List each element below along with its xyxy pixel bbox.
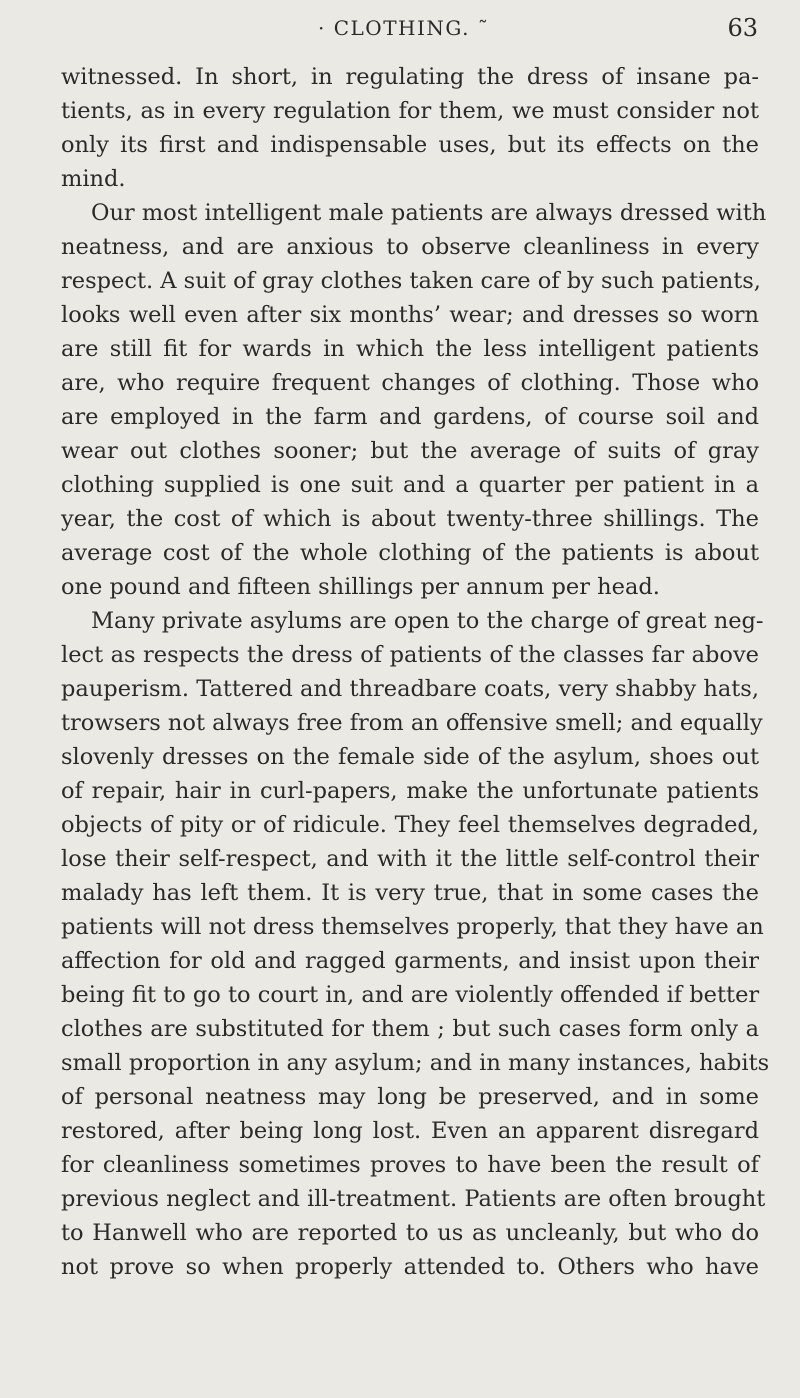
text-line: trowsers not always free from an offensive smell; and equally [61, 710, 763, 736]
running-title: · CLOTHING. ˜ [318, 16, 490, 40]
text-line: only its first and indispensable uses, but its effects on the [61, 132, 759, 158]
text-line: year, the cost of which is about twenty-three shillings. The [61, 506, 759, 532]
text-line: are still fit for wards in which the less intelligent patients [61, 336, 759, 362]
text-line: respect. A suit of gray clothes taken care of by such patients, [61, 268, 761, 294]
text-line: looks well even after six months’ wear; and dresses so worn [61, 302, 759, 328]
text-line: lect as respects the dress of patients of the classes far above [61, 642, 759, 668]
text-line: witnessed. In short, in regulating the dress of insane pa- [61, 64, 759, 90]
text-line: of personal neatness may long be preserved, and in some [61, 1084, 759, 1110]
text-line: affection for old and ragged garments, and insist upon their [61, 948, 759, 974]
text-line: tients, as in every regulation for them, we must consider not [61, 98, 759, 124]
text-line: slovenly dresses on the female side of the asylum, shoes out [61, 744, 759, 770]
text-line: objects of pity or of ridicule. They feel themselves degraded, [61, 812, 759, 838]
text-line: previous neglect and ill-treatment. Patients are often brought [61, 1186, 766, 1212]
text-line: being fit to go to court in, and are violently offended if better [61, 982, 760, 1008]
body-text [61, 60, 770, 1284]
text-line: average cost of the whole clothing of the patients is about [61, 540, 759, 566]
text-line: malady has left them. It is very true, that in some cases the [61, 880, 759, 906]
text-line: Our most intelligent male patients are always dressed with [91, 200, 767, 226]
text-line: pauperism. Tattered and threadbare coats, very shabby hats, [61, 676, 759, 702]
text-line: to Hanwell who are reported to us as uncleanly, but who do [61, 1220, 759, 1246]
text-line: lose their self-respect, and with it the little self-control their [61, 846, 759, 872]
text-line: are, who require frequent changes of clothing. Those who [61, 370, 759, 396]
text-line: of repair, hair in curl-papers, make the unfortunate patients [61, 778, 759, 804]
text-line: are employed in the farm and gardens, of course soil and [61, 404, 759, 430]
text-line: not prove so when properly attended to. Others who have [61, 1254, 759, 1280]
text-line: neatness, and are anxious to observe cleanliness in every [61, 234, 759, 260]
text-line: wear out clothes sooner; but the average of suits of gray [61, 438, 759, 464]
text-line: small proportion in any asylum; and in many instances, habits [61, 1050, 770, 1076]
page-number: 63 [727, 14, 758, 42]
running-head [318, 12, 758, 46]
text-line: one pound and fifteen shillings per annum per head. [61, 574, 660, 600]
text-line: restored, after being long lost. Even an apparent disregard [61, 1118, 759, 1144]
text-line: clothing supplied is one suit and a quarter per patient in a [61, 472, 759, 498]
text-line: patients will not dress themselves properly, that they have an [61, 914, 764, 940]
text-line: mind. [61, 166, 126, 192]
text-line: Many private asylums are open to the charge of great neg- [91, 608, 764, 634]
text-line: for cleanliness sometimes proves to have been the result of [61, 1152, 759, 1178]
text-line: clothes are substituted for them ; but such cases form only a [61, 1016, 759, 1042]
